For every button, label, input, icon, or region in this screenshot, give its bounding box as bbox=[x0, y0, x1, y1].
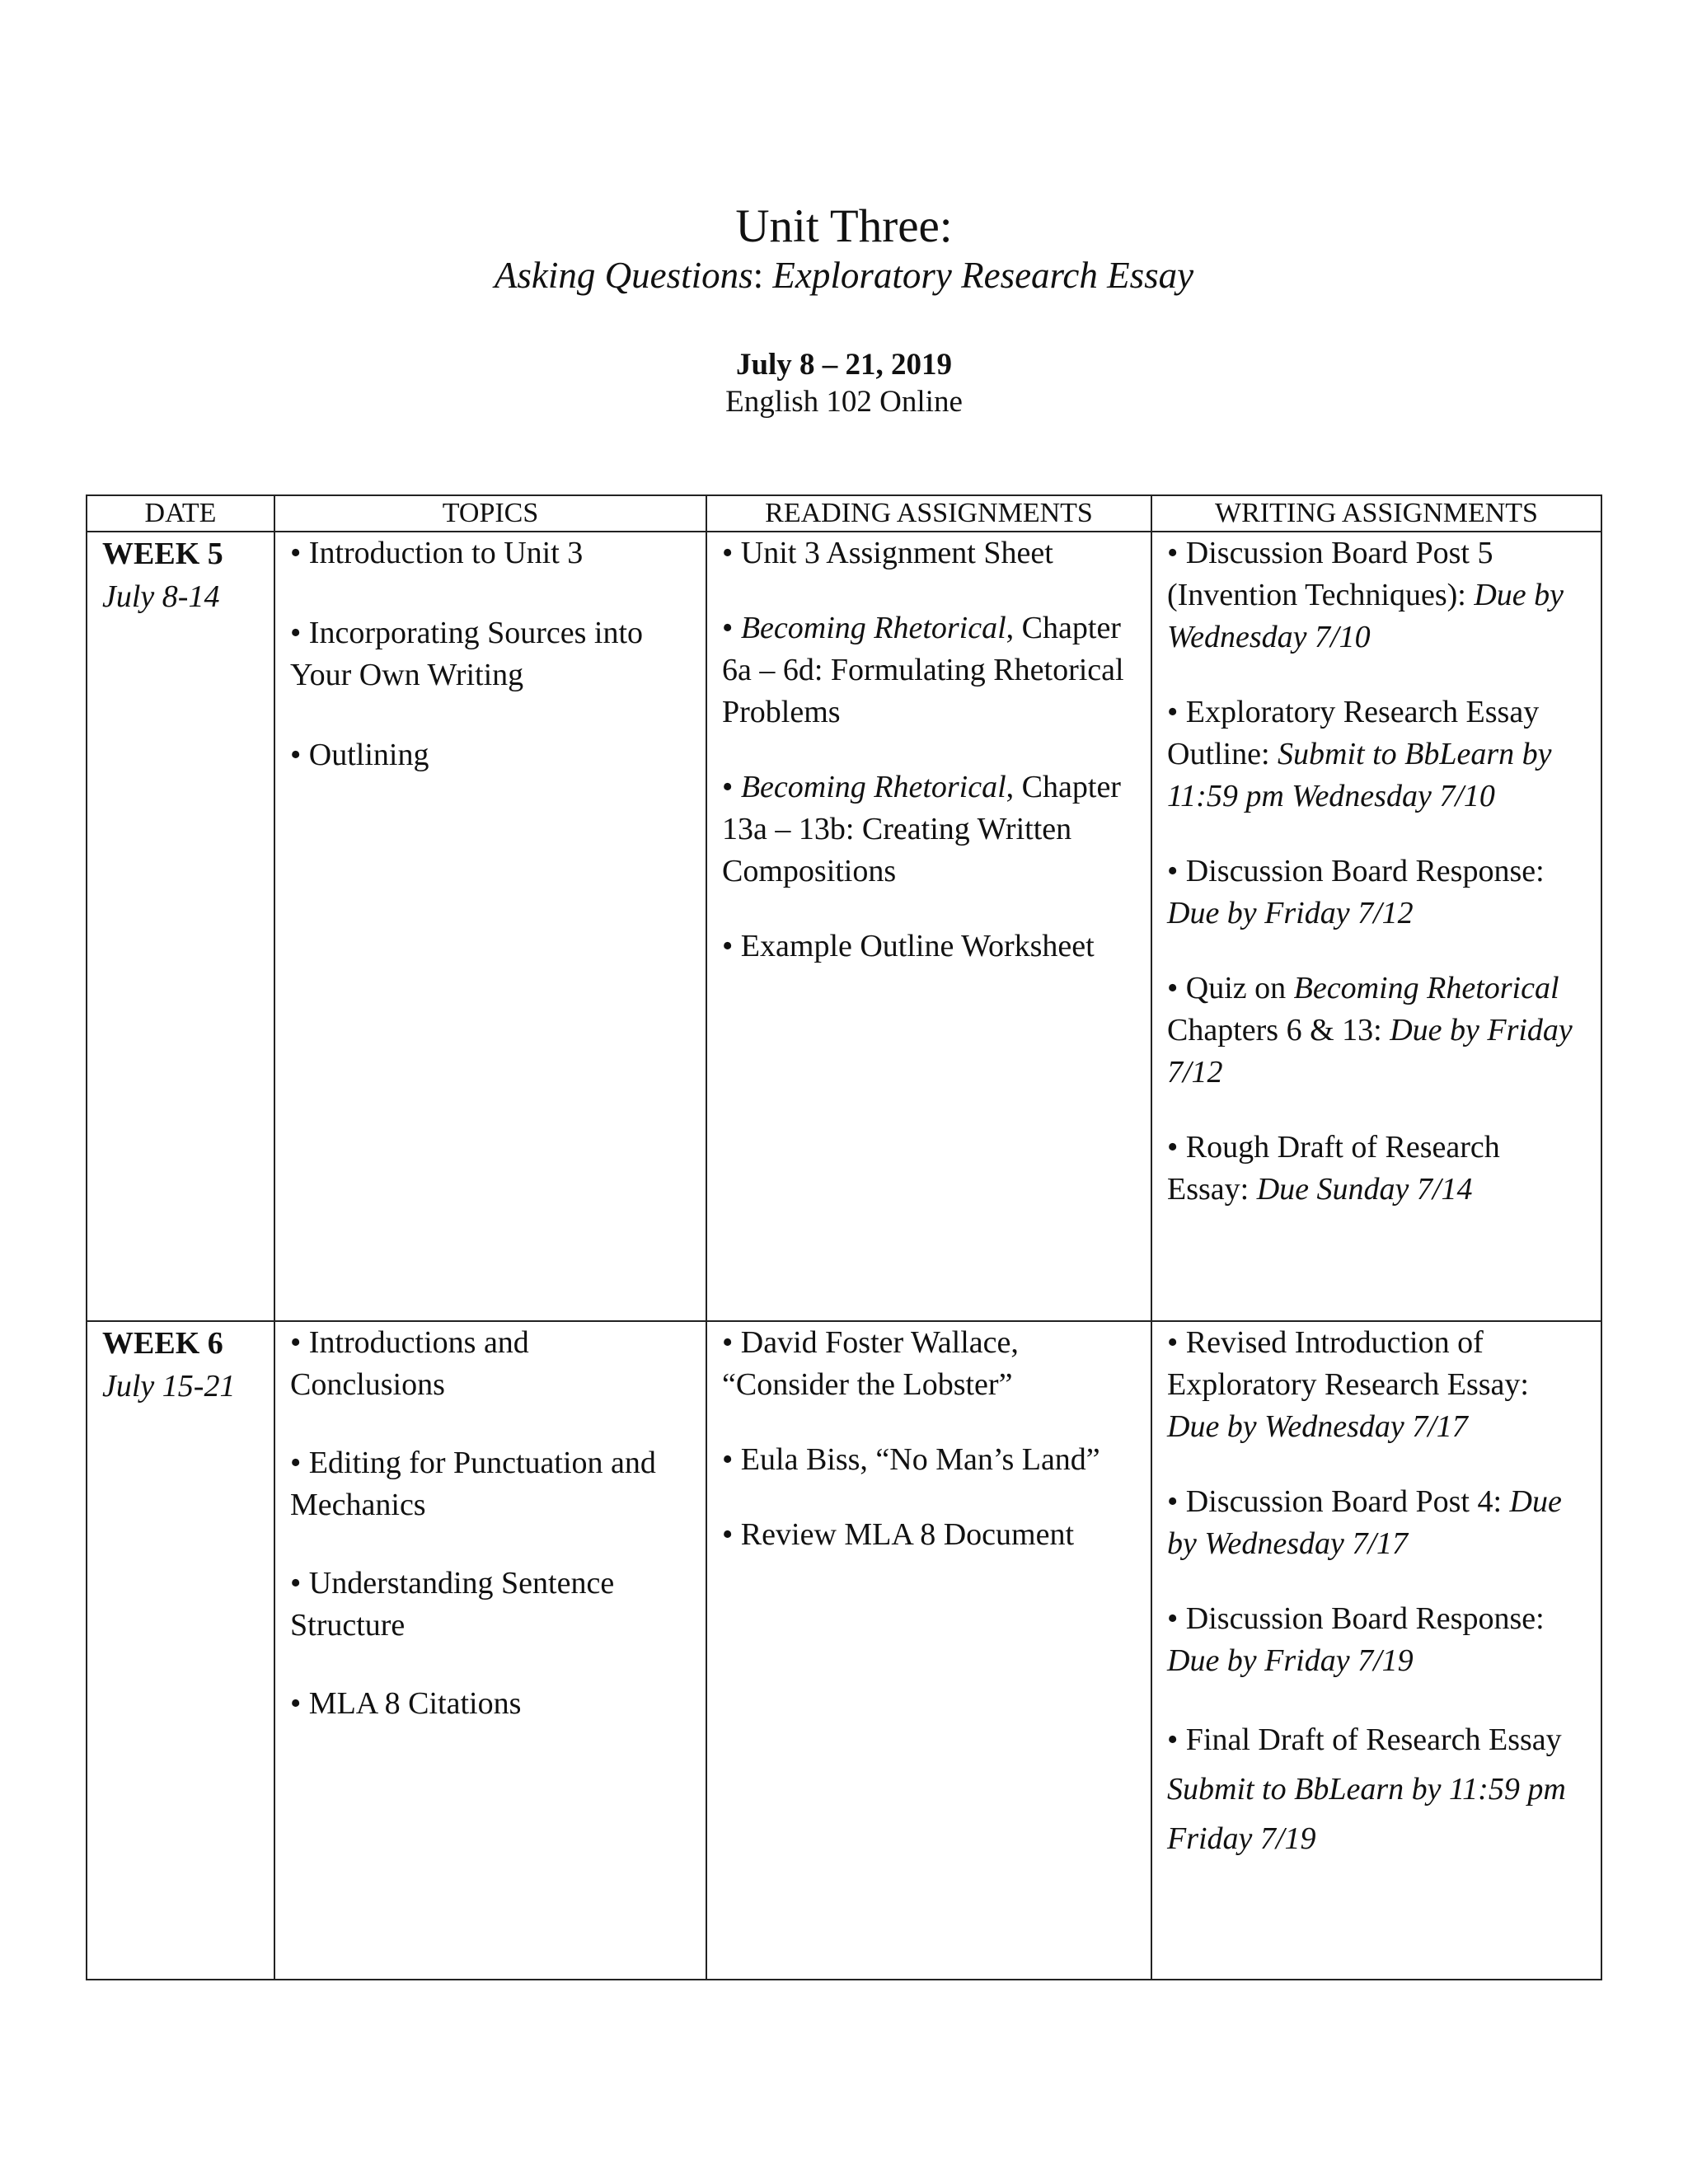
writing-cell-week-6 bbox=[1151, 1321, 1601, 1980]
bullet: • bbox=[722, 770, 741, 804]
topics-cell-week-5 bbox=[274, 532, 706, 1321]
week-label: WEEK 6 bbox=[102, 1326, 223, 1361]
column-header-writing: WRITING ASSIGNMENTS bbox=[1151, 495, 1601, 532]
topic-item: • Editing for Punctuation and Mechanics bbox=[290, 1446, 656, 1522]
assignment-name: • Discussion Board Response: bbox=[1167, 1601, 1545, 1636]
writing-item bbox=[1167, 691, 1586, 818]
assignment-name: • Rough Draft of Research Essay: bbox=[1167, 1130, 1500, 1207]
topic-item: • Introductions and Conclusions bbox=[290, 1325, 529, 1402]
page-subtitle bbox=[0, 252, 1688, 298]
week-label: WEEK 5 bbox=[102, 537, 223, 571]
writing-cell-week-5 bbox=[1151, 532, 1601, 1321]
reading-item bbox=[722, 766, 1136, 893]
book-title: Becoming Rhetorical bbox=[740, 770, 1006, 804]
due-date: Due by Wednesday 7/17 bbox=[1167, 1484, 1562, 1561]
due-date: Due Sunday 7/14 bbox=[1256, 1172, 1473, 1207]
topics-cell-week-6 bbox=[274, 1321, 706, 1980]
reading-item: • Unit 3 Assignment Sheet bbox=[722, 536, 1053, 570]
course-name: English 102 Online bbox=[725, 385, 963, 419]
assignment-name: • Quiz on bbox=[1167, 971, 1294, 1005]
reading-item: • David Foster Wallace, “Consider the Lobster” bbox=[722, 1325, 1019, 1402]
assignment-name: • Discussion Board Post 5 (Invention Techniques): bbox=[1167, 536, 1493, 612]
writing-item bbox=[1167, 532, 1586, 658]
assignment-name: • Discussion Board Response: bbox=[1167, 854, 1545, 888]
date-cell-week-5 bbox=[87, 532, 274, 1321]
reading-cell-week-5 bbox=[706, 532, 1151, 1321]
reading-item: • Review MLA 8 Document bbox=[722, 1517, 1075, 1552]
reading-item bbox=[722, 607, 1136, 733]
due-date: Due by Friday 7/19 bbox=[1167, 1643, 1414, 1678]
topic-item: • Outlining bbox=[290, 738, 429, 772]
reading-cell-week-6 bbox=[706, 1321, 1151, 1980]
topic-item: • MLA 8 Citations bbox=[290, 1686, 522, 1721]
book-title: Becoming Rhetorical bbox=[1293, 971, 1559, 1005]
writing-item bbox=[1167, 851, 1586, 935]
writing-item bbox=[1167, 1481, 1586, 1565]
unit-dates: July 8 – 21, 2019 bbox=[735, 348, 953, 382]
due-date: Due by Wednesday 7/17 bbox=[1167, 1409, 1468, 1444]
bullet: • bbox=[722, 611, 741, 645]
reading-item: • Example Outline Worksheet bbox=[722, 929, 1095, 963]
assignment-name: • Exploratory Research Essay Outline: bbox=[1167, 695, 1540, 771]
book-title: Becoming Rhetorical bbox=[740, 611, 1006, 645]
due-date: Submit to BbLearn by 11:59 pm Friday 7/19 bbox=[1167, 1772, 1566, 1856]
assignment-name: • Revised Introduction of Exploratory Research Essay: bbox=[1167, 1325, 1529, 1402]
assignment-detail: Chapters 6 & 13: bbox=[1167, 1013, 1390, 1047]
subtitle-colon: : bbox=[753, 255, 764, 296]
topic-item: • Introduction to Unit 3 bbox=[290, 536, 584, 570]
schedule-table bbox=[86, 494, 1602, 1980]
reading-detail: , Chapter 6a – 6d: Formulating Rhetorical Problems bbox=[722, 611, 1124, 729]
writing-item bbox=[1167, 1715, 1586, 1863]
week-date-range: July 15-21 bbox=[102, 1369, 236, 1404]
due-date: Due by Friday 7/12 bbox=[1167, 1013, 1573, 1090]
table-row-week-5 bbox=[87, 532, 1601, 1321]
column-header-topics: TOPICS bbox=[274, 495, 706, 532]
writing-item bbox=[1167, 1598, 1586, 1682]
writing-item bbox=[1167, 1127, 1586, 1211]
assignment-name: • Final Draft of Research Essay bbox=[1167, 1722, 1562, 1757]
topic-item: • Understanding Sentence Structure bbox=[290, 1566, 615, 1643]
assignment-name: • Discussion Board Post 4: bbox=[1167, 1484, 1510, 1519]
due-date: Due by Friday 7/12 bbox=[1167, 896, 1414, 930]
due-date: Submit to BbLearn by 11:59 pm Wednesday 7/10 bbox=[1167, 737, 1552, 813]
subtitle-part-b: Exploratory Research Essay bbox=[763, 255, 1194, 296]
table-header-row bbox=[87, 495, 1601, 532]
reading-detail: , Chapter 13a – 13b: Creating Written Compositions bbox=[722, 770, 1121, 888]
subtitle-part-a: Asking Questions bbox=[494, 255, 753, 296]
reading-item: • Eula Biss, “No Man’s Land” bbox=[722, 1442, 1100, 1477]
due-date: Due by Wednesday 7/10 bbox=[1167, 578, 1564, 654]
topic-item: • Incorporating Sources into Your Own Writing bbox=[290, 616, 644, 692]
writing-item bbox=[1167, 968, 1586, 1094]
week-date-range: July 8-14 bbox=[102, 579, 220, 614]
writing-item bbox=[1167, 1322, 1586, 1448]
date-cell-week-6 bbox=[87, 1321, 274, 1980]
table-row-week-6 bbox=[87, 1321, 1601, 1980]
page-title: Unit Three: bbox=[735, 200, 953, 252]
column-header-reading: READING ASSIGNMENTS bbox=[706, 495, 1151, 532]
column-header-date: DATE bbox=[87, 495, 274, 532]
